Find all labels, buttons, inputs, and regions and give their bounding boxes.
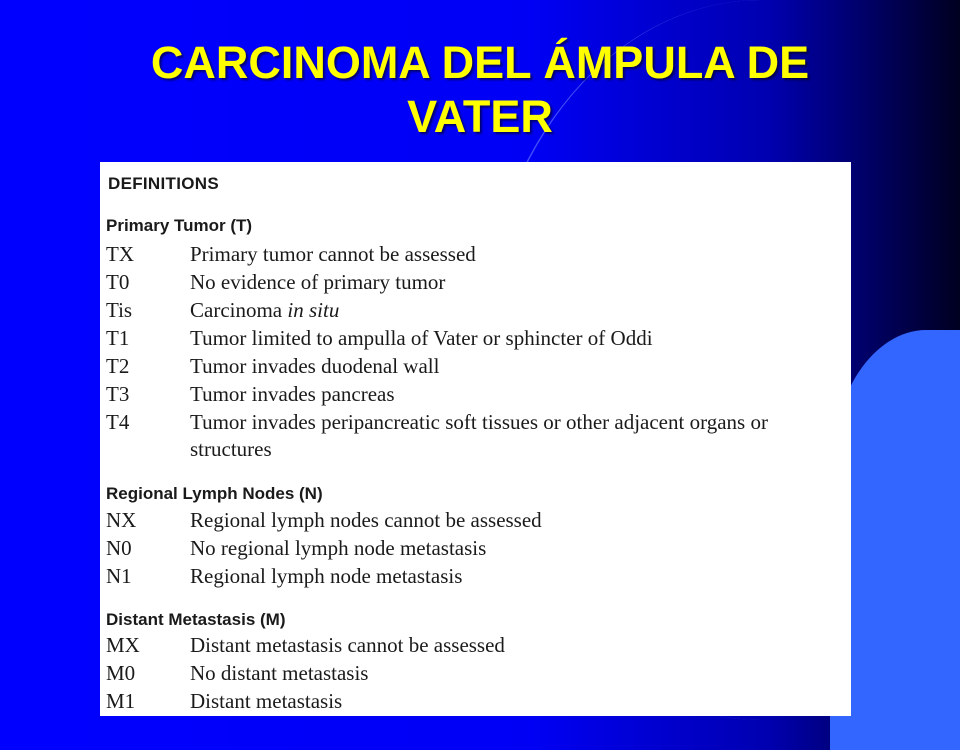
table-row [106, 297, 850, 324]
stage-description: Regional lymph nodes cannot be assessed [190, 508, 542, 532]
stage-description: Tumor invades peripancreatic soft tissues or other adjacent organs or structures [190, 410, 768, 461]
definitions-heading: DEFINITIONS [108, 174, 219, 193]
stage-description: No regional lymph node metastasis [190, 536, 487, 560]
stage-description: No distant metastasis [190, 661, 369, 685]
table-row [106, 325, 850, 352]
table-row [106, 353, 850, 380]
table-row [106, 241, 850, 268]
table-row [106, 409, 850, 463]
primary-tumor-heading: Primary Tumor (T) [106, 216, 253, 235]
stage-code: T0 [106, 270, 130, 294]
stage-code: NX [106, 508, 137, 532]
stage-description: No evidence of primary tumor [190, 270, 446, 294]
stage-code: N0 [106, 536, 132, 560]
slide-title-line-1: CARCINOMA DEL ÁMPULA DE [150, 37, 810, 88]
table-row [106, 563, 850, 590]
table-row [106, 535, 850, 562]
stage-description-italic: in situ [287, 298, 340, 322]
stage-code: M1 [106, 689, 136, 713]
stage-code: T1 [106, 326, 130, 350]
stage-code: T2 [106, 354, 130, 378]
stage-code: T4 [106, 410, 130, 434]
stage-code: Tis [106, 298, 133, 322]
table-row [106, 269, 850, 296]
table-row [106, 660, 850, 687]
stage-description: Regional lymph node metastasis [190, 564, 463, 588]
stage-code: T3 [106, 382, 130, 406]
stage-description: Tumor invades pancreas [190, 382, 395, 406]
stage-code: TX [106, 242, 134, 266]
stage-code: MX [106, 633, 140, 657]
definitions-table-image [100, 162, 851, 716]
stage-code: M0 [106, 661, 136, 685]
stage-description-plain: Carcinoma [190, 298, 288, 322]
table-row [106, 632, 850, 659]
stage-description: Distant metastasis cannot be assessed [190, 633, 505, 657]
stage-code: N1 [106, 564, 132, 588]
stage-description [190, 297, 850, 324]
table-row [106, 381, 850, 408]
stage-description: Distant metastasis [190, 689, 343, 713]
stage-description: Tumor invades duodenal wall [190, 354, 440, 378]
stage-description: Primary tumor cannot be assessed [190, 242, 476, 266]
slide-title [0, 36, 960, 144]
table-row [106, 688, 850, 715]
lymph-nodes-heading: Regional Lymph Nodes (N) [106, 484, 323, 503]
stage-description: Tumor limited to ampulla of Vater or sphincter of Oddi [190, 326, 653, 350]
metastasis-heading: Distant Metastasis (M) [106, 610, 286, 629]
table-row [106, 507, 850, 534]
slide-title-line-2: VATER [407, 91, 553, 142]
